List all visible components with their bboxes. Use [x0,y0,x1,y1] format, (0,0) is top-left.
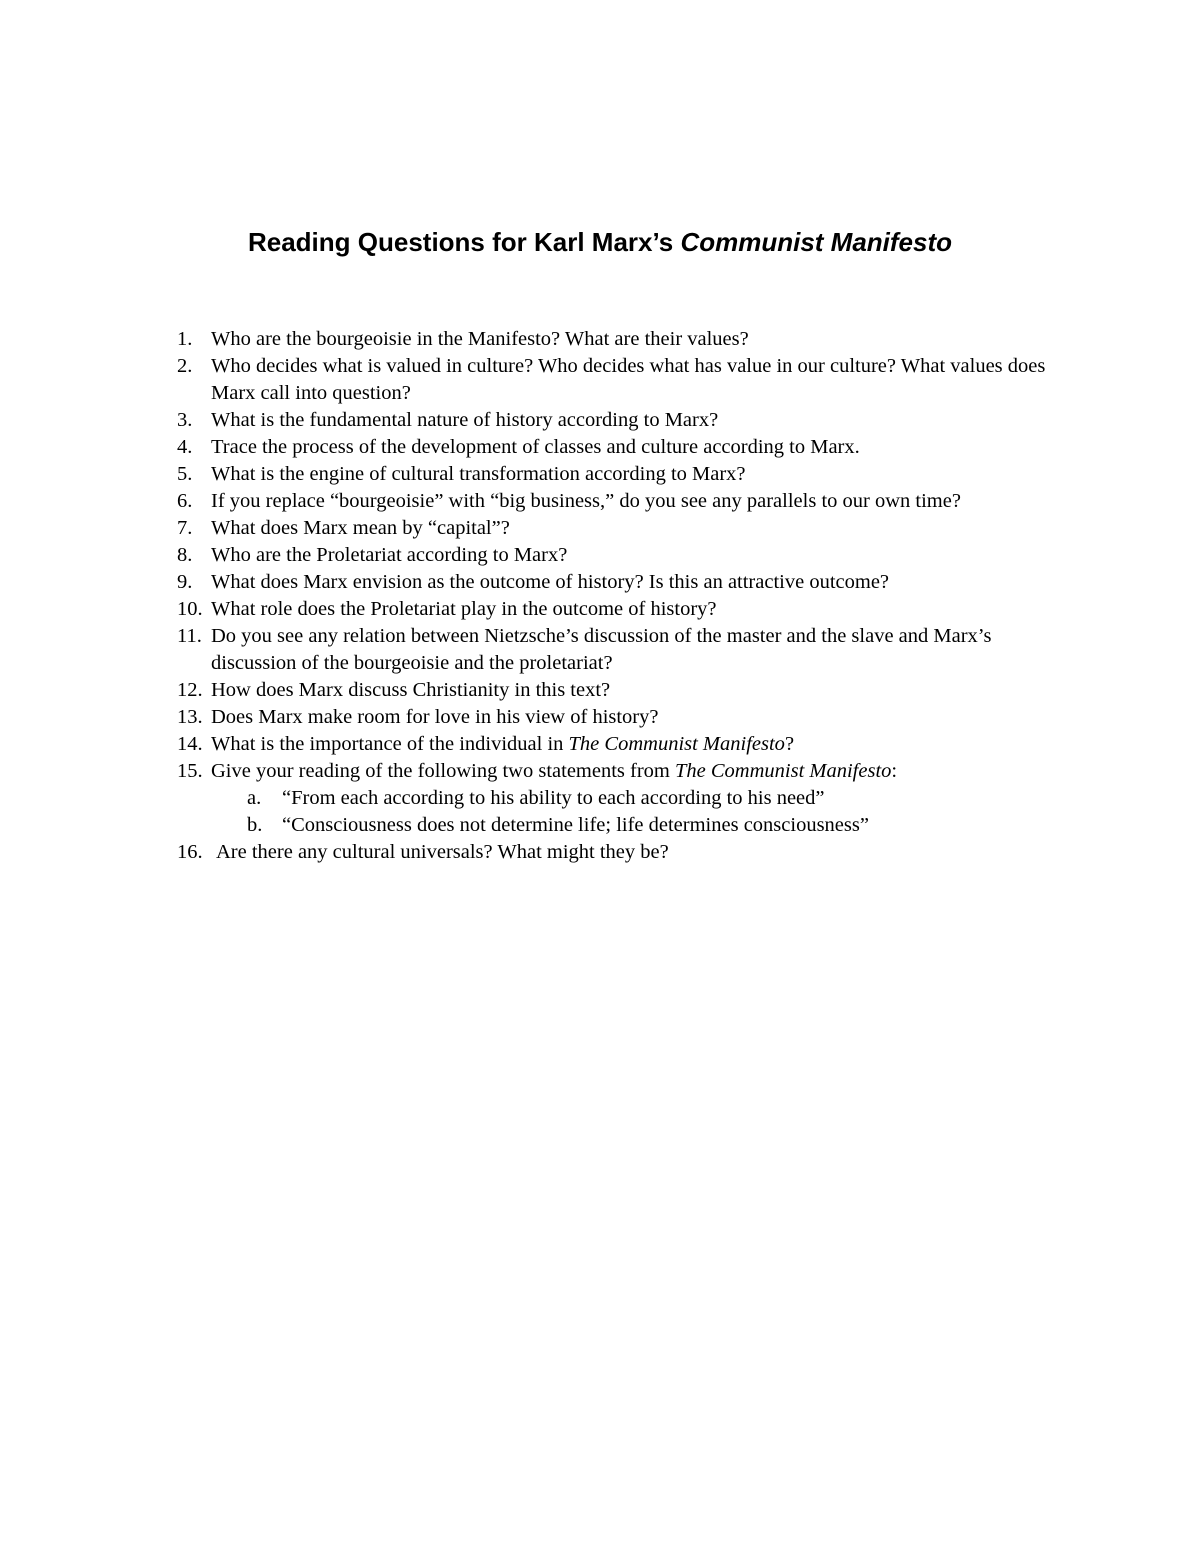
title-main: Reading Questions for Karl Marx’s [247,227,681,257]
item-text: What is the fundamental nature of history according to Marx? [211,409,719,431]
item-text: Who are the bourgeoisie in the Manifesto? What are their values? [211,328,749,350]
item-text: What does Marx mean by “capital”? [211,517,510,539]
item-text-after: : [891,760,898,782]
sub-item-letter: a. [247,787,262,809]
item-number: 10. [177,598,203,620]
item-text: Who decides what is valued in culture? Who decides what has value in our culture? What values does Marx call into question? [211,355,1046,404]
list-item [0,407,1071,434]
item-text-italic: The Communist Manifesto [568,733,785,755]
item-number: 15. [177,760,203,782]
item-number: 1. [177,328,193,350]
sub-item-text: “Consciousness does not determine life; life determines consciousness” [282,814,869,836]
list-item [0,704,1071,731]
item-number: 8. [177,544,193,566]
item-text: What does Marx envision as the outcome of history? Is this an attractive outcome? [211,571,890,593]
item-text: How does Marx discuss Christianity in this text? [211,679,611,701]
list-item [0,353,1071,407]
item-number: 14. [177,733,203,755]
item-text: Are there any cultural universals? What might they be? [216,841,669,863]
item-number: 12. [177,679,203,701]
item-number: 9. [177,571,193,593]
item-number: 5. [177,463,193,485]
item-number: 11. [177,625,202,647]
list-item [0,677,1071,704]
item-number: 3. [177,409,193,431]
item-text: What role does the Proletariat play in the outcome of history? [211,598,717,620]
item-text [211,760,897,782]
item-text-after: ? [784,733,795,755]
item-text: What is the engine of cultural transformation according to Marx? [211,463,746,485]
list-item [0,434,1071,461]
list-item [0,461,1071,488]
list-item [0,758,1071,785]
sub-list-item [0,785,1082,812]
list-item [0,488,1071,515]
item-number: 13. [177,706,203,728]
title-italic: Communist Manifesto [680,227,953,257]
item-text: If you replace “bourgeoisie” with “big business,” do you see any parallels to our own time? [211,490,961,512]
sub-item-letter: b. [247,814,263,836]
page-title [0,222,1200,262]
list-item [0,623,1071,677]
list-item [0,515,1071,542]
item-number: 6. [177,490,193,512]
item-number: 7. [177,517,193,539]
list-item [0,542,1071,569]
list-item [0,596,1071,623]
list-item [0,839,1071,866]
list-item [0,731,1071,758]
item-text-before: What is the importance of the individual in [211,733,569,755]
item-text: Trace the process of the development of classes and culture according to Marx. [211,436,860,458]
item-number: 16. [177,841,203,863]
sub-list-item [0,812,1082,839]
item-text: Who are the Proletariat according to Marx? [211,544,568,566]
item-number: 4. [177,436,193,458]
item-text: Does Marx make room for love in his view of history? [211,706,659,728]
list-item [0,569,1071,596]
item-text-before: Give your reading of the following two statements from [211,760,675,782]
item-number: 2. [177,355,193,377]
item-text [211,733,794,755]
sub-item-text: “From each according to his ability to each according to his need” [282,787,825,809]
question-list [0,326,1200,866]
item-text-italic: The Communist Manifesto [675,760,892,782]
item-text: Do you see any relation between Nietzsche’s discussion of the master and the slave and Marx’s discussion of the bourgeoisie and the proletariat? [211,625,992,674]
list-item [0,326,1071,353]
